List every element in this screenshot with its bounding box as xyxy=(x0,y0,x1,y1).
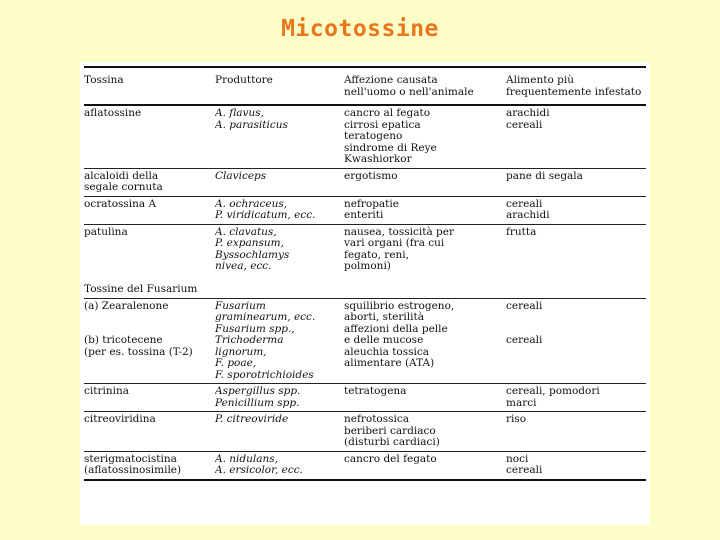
cell-line: graminearum, ecc. xyxy=(215,311,316,323)
disease-cell xyxy=(344,106,506,168)
cell-line: nefropatie xyxy=(344,197,399,210)
food-cell xyxy=(506,197,646,224)
cell-line: vari organi (fra cui xyxy=(344,237,445,249)
food-cell xyxy=(506,225,646,298)
cell-line: cancro del fegato xyxy=(344,452,437,465)
cell-line: polmoni) xyxy=(344,260,391,272)
cell-line: noci xyxy=(506,452,529,465)
header-food xyxy=(506,73,646,100)
header-toxin xyxy=(84,73,215,100)
cell-line: Fusarium spp., xyxy=(215,322,295,335)
toxin-cell xyxy=(84,412,215,451)
disease-cell xyxy=(344,452,506,479)
food-cell xyxy=(506,106,646,168)
table-row xyxy=(84,169,646,197)
cell-line: lignorum, xyxy=(215,345,267,358)
cell-line xyxy=(84,250,212,262)
cell-line: (per es. tossina (T-2) xyxy=(84,345,193,358)
producer-cell xyxy=(215,299,344,384)
mycotoxin-table-scan xyxy=(80,62,650,525)
cell-line: pane di segala xyxy=(506,169,583,182)
cell-line: cereali xyxy=(506,118,543,131)
disease-cell xyxy=(344,225,506,298)
toxin-cell xyxy=(84,452,215,479)
header-producer xyxy=(215,73,344,100)
cell-line: patulina xyxy=(84,225,128,238)
header-line: frequentemente infestato xyxy=(506,85,642,98)
table-row xyxy=(84,412,646,452)
food-cell xyxy=(506,169,646,196)
toxin-cell xyxy=(84,225,215,298)
table-row xyxy=(84,197,646,225)
disease-cell xyxy=(344,169,506,196)
cell-line: aflatossine xyxy=(84,107,142,119)
table-row xyxy=(84,299,646,385)
cell-line: cancro al fegato xyxy=(344,107,431,119)
cell-line: Penicillium spp. xyxy=(215,396,300,409)
disease-cell xyxy=(344,384,506,411)
cell-line: e delle mucose xyxy=(344,334,424,346)
food-cell xyxy=(506,384,646,411)
cell-line: (b) tricotecene xyxy=(84,334,163,346)
cell-line: Kwashiorkor xyxy=(344,153,412,165)
cell-line: A. ersicolor, ecc. xyxy=(215,464,303,476)
cell-line: A. flavus, xyxy=(215,107,264,119)
cell-line xyxy=(84,238,212,250)
cell-line: Byssochlamys xyxy=(215,248,290,261)
food-cell xyxy=(506,299,646,384)
table-row xyxy=(84,106,646,169)
cell-line: sindrome di Reye xyxy=(344,141,437,154)
header-line: nell'uomo o nell'animale xyxy=(344,85,474,98)
producer-cell xyxy=(215,225,344,298)
toxin-cell xyxy=(84,299,215,384)
cell-line: Claviceps xyxy=(215,169,267,182)
cell-line: marci xyxy=(506,396,537,409)
cell-line: P. expansum, xyxy=(215,237,284,249)
cell-line: Tossine del Fusarium xyxy=(84,283,198,295)
table-row xyxy=(84,452,646,479)
food-cell xyxy=(506,412,646,451)
cell-line xyxy=(84,261,212,273)
cell-line: tetratogena xyxy=(344,385,407,397)
cell-line: cereali, pomodori xyxy=(506,385,600,397)
mycotoxin-table xyxy=(84,66,646,481)
cell-line: cereali xyxy=(506,334,543,346)
toxin-cell xyxy=(84,106,215,168)
cell-line: P. viridicatum, ecc. xyxy=(215,209,316,221)
cell-line: nefrotossica xyxy=(344,413,410,425)
header-disease xyxy=(344,73,506,100)
toxin-cell xyxy=(84,384,215,411)
cell-line: Aspergillus spp. xyxy=(215,385,301,397)
cell-line: nausea, tossicità per xyxy=(344,225,455,238)
cell-line: teratogeno xyxy=(344,130,403,142)
cell-line: riso xyxy=(506,413,527,425)
cell-line: alimentare (ATA) xyxy=(344,357,435,369)
cell-line: beriberi cardiaco xyxy=(344,424,436,437)
producer-cell xyxy=(215,412,344,451)
cell-line: nivea, ecc. xyxy=(215,260,272,272)
cell-line: Trichoderma xyxy=(215,334,284,346)
cell-line: F. sporotrichioides xyxy=(215,368,314,381)
cell-line: cereali xyxy=(506,464,543,476)
cell-line: A. ochraceus, xyxy=(215,197,288,210)
producer-cell xyxy=(215,384,344,411)
cell-line: aleuchia tossica xyxy=(344,345,430,358)
cell-line: segale cornuta xyxy=(84,181,163,193)
cell-line: citreoviridina xyxy=(84,413,156,425)
header-line: Affezione causata xyxy=(344,74,438,86)
cell-line: alcaloidi della xyxy=(84,169,159,182)
cell-line: fegato, reni, xyxy=(344,248,409,261)
table-header-row xyxy=(84,68,646,106)
slide-title: Micotossine xyxy=(281,16,439,42)
cell-line: A. clavatus, xyxy=(215,225,277,238)
cell-line: squilibrio estrogeno, xyxy=(344,299,455,312)
table-row xyxy=(84,384,646,412)
cell-line: cereali xyxy=(506,299,543,312)
cell-line: Fusarium xyxy=(215,299,266,312)
producer-cell xyxy=(215,106,344,168)
cell-line: affezioni della pelle xyxy=(344,322,448,335)
cell-line: F. poae, xyxy=(215,357,257,369)
cell-line: cirrosi epatica xyxy=(344,118,421,131)
cell-line: (a) Zearalenone xyxy=(84,299,169,312)
cell-line: A. nidulans, xyxy=(215,452,278,465)
toxin-cell xyxy=(84,169,215,196)
cell-line: citrinina xyxy=(84,385,129,397)
cell-line: arachidi xyxy=(506,209,550,221)
cell-line: (aflatossinosimile) xyxy=(84,464,182,476)
producer-cell xyxy=(215,197,344,224)
cell-line: ergotismo xyxy=(344,169,398,182)
cell-line xyxy=(84,312,212,324)
cell-line: aborti, sterilità xyxy=(344,311,424,323)
cell-line: arachidi xyxy=(506,107,550,119)
cell-line: ocratossina A xyxy=(84,197,157,210)
cell-line: sterigmatocistina xyxy=(84,452,177,465)
header-line: Alimento più xyxy=(506,74,574,86)
disease-cell xyxy=(344,412,506,451)
cell-line xyxy=(506,312,643,324)
cell-line: cereali xyxy=(506,197,543,210)
cell-line: enteriti xyxy=(344,209,384,221)
producer-cell xyxy=(215,452,344,479)
producer-cell xyxy=(215,169,344,196)
food-cell xyxy=(506,452,646,479)
table-row xyxy=(84,225,646,299)
cell-line: P. citreoviride xyxy=(215,413,289,425)
cell-line: (disturbi cardiaci) xyxy=(344,436,440,448)
toxin-cell xyxy=(84,197,215,224)
header-line: Tossina xyxy=(84,74,124,86)
disease-cell xyxy=(344,197,506,224)
cell-line: frutta xyxy=(506,225,537,238)
header-line: Produttore xyxy=(215,74,273,86)
disease-cell xyxy=(344,299,506,384)
cell-line: A. parasiticus xyxy=(215,118,288,131)
